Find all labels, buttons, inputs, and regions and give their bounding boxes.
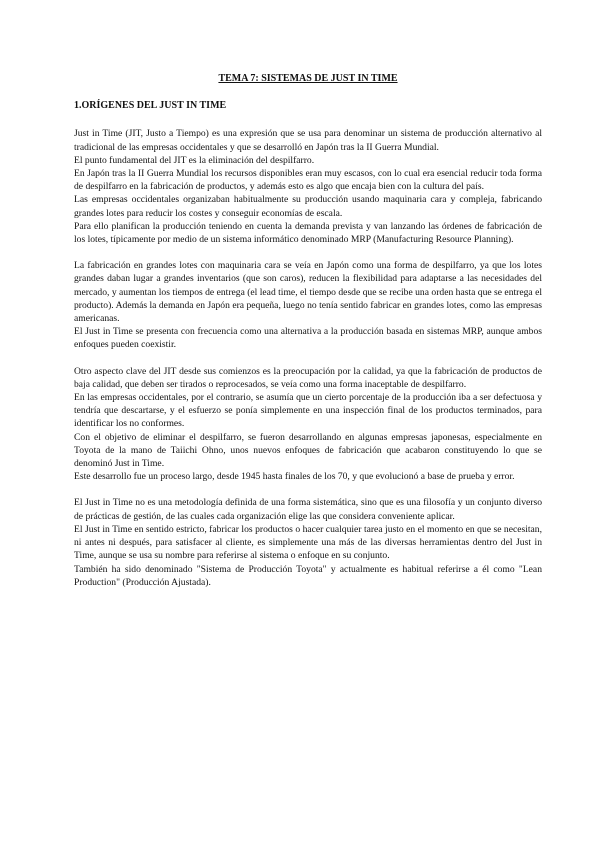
paragraph: Just in Time (JIT, Justo a Tiempo) es una expresión que se usa para denominar un sistema de producción alternativo al tradicional de las empresas occidentales y que se desarrolló en Japón tras la II Guerra Mundial. bbox=[74, 128, 542, 153]
paragraph: Con el objetivo de eliminar el despilfarro, se fueron desarrollando en algunas empresas japonesas, especialmente en Toyota de la mano de Taiichi Ohno, unos nuevos enfoques de fabricación que acabaron constituyendo lo que se denominó Just in Time. bbox=[74, 431, 542, 470]
paragraph: Para ello planifican la producción teniendo en cuenta la demanda prevista y van lanzando las órdenes de fabricación de los lotes, típicamente por medio de un sistema informático denominado MRP (Manufacturing Resource Planning). bbox=[74, 220, 542, 246]
paragraph: El Just in Time se presenta con frecuencia como una alternativa a la producción basada en sistemas MRP, aunque ambos enfoques pueden coexistir. bbox=[74, 326, 542, 351]
paragraph-group-1 bbox=[74, 127, 542, 246]
paragraph: En las empresas occidentales, por el contrario, se asumía que un cierto porcentaje de la producción iba a ser defectuosa y tendría que descartarse, y el esfuerzo se ponía simplemente en una inspección final de los productos terminados, para identificar los no conformes. bbox=[74, 392, 542, 430]
paragraph: También ha sido denominado "Sistema de Producción Toyota" y actualmente es habitual referirse a él como "Lean Production" (Producción Ajustada). bbox=[74, 563, 542, 588]
paragraph: Otro aspecto clave del JIT desde sus comienzos es la preocupación por la calidad, ya que la fabricación de productos de baja calidad, que deben ser tirados o reprocesados, se veía como una forma inaceptable de despilfarro. bbox=[74, 365, 542, 390]
paragraph-group-4 bbox=[74, 496, 542, 588]
document-title: TEMA 7: SISTEMAS DE JUST IN TIME bbox=[218, 73, 398, 84]
paragraph: Este desarrollo fue un proceso largo, desde 1945 hasta finales de los 70, y que evolucionó a base de prueba y error. bbox=[74, 471, 515, 483]
paragraph: El Just in Time no es una metodología definida de una forma sistemática, sino que es una filosofía y un conjunto diverso de prácticas de gestión, de las cuales cada organización elige las que considera conveniente aplicar. bbox=[74, 497, 542, 522]
paragraph-group-3 bbox=[74, 365, 542, 484]
paragraph: La fabricación en grandes lotes con maquinaria cara se veía en Japón como una forma de despilfarro, ya que los lotes grandes daban lugar a grandes inventarios (que son caros), reducen la flexibilidad para adaptarse a las necesidades del mercado, y aumentan los tiempos de entrega (el lead time, el tiempo desde que se recibe una orden hasta que se entrega el producto). Además la demanda en Japón era pequeña, luego no tenía sentido fabricar en grandes lotes, como las empresas americanas. bbox=[74, 260, 542, 325]
paragraph: El Just in Time en sentido estricto, fabricar los productos o hacer cualquier tarea justo en el momento en que se necesitan, ni antes ni después, para satisfacer al cliente, es simplemente una más de las diversas herramientas dentro del Just in Time, aunque se usa su nombre para referirse al sistema o enfoque en su conjunto. bbox=[74, 523, 542, 562]
section-heading: 1.ORÍGENES DEL JUST IN TIME bbox=[74, 100, 227, 112]
paragraph-group-2 bbox=[74, 259, 542, 351]
paragraph: En Japón tras la II Guerra Mundial los recursos disponibles eran muy escasos, con lo cual era esencial reducir toda forma de despilfarro en la fabricación de productos, y además esto es algo que encaja bien con la cultura del país. bbox=[74, 168, 542, 193]
paragraph: El punto fundamental del JIT es la eliminación del despilfarro. bbox=[74, 154, 315, 166]
paragraph: Las empresas occidentales organizaban habitualmente su producción usando maquinaria cara y compleja, fabricando grandes lotes para reducir los costes y conseguir economías de escala. bbox=[74, 194, 542, 219]
